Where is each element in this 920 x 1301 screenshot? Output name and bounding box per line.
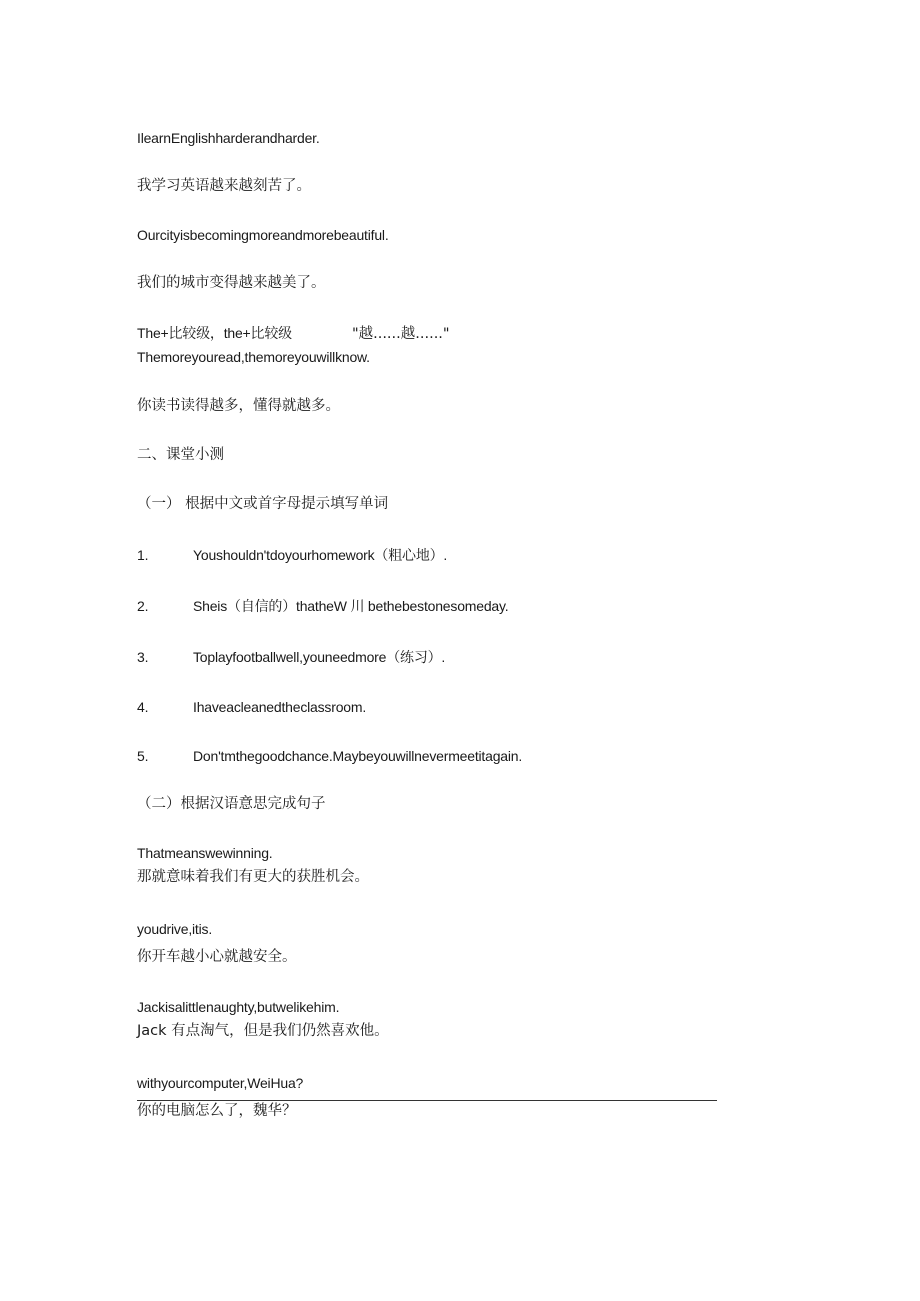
translation-en: Thatmeanswewinning. — [137, 845, 273, 861]
example-sentence-zh-1: 我学习英语越来越刻苦了。 — [137, 178, 311, 194]
translation-en: withyourcomputer,WeiHua? — [137, 1075, 304, 1091]
section-heading: 二、课堂小测 — [137, 447, 224, 463]
example-sentence-zh-2: 我们的城市变得越来越美了。 — [137, 275, 326, 291]
example-sentence-en-3: Themoreyouread,themoreyouwillknow. — [137, 349, 370, 365]
translation-en: Jackisalittlenaughty,butwelikehim. — [137, 999, 340, 1015]
exercise-item: Sheis（自信的）thatheW 川 bethebestonesomeday. — [193, 598, 509, 614]
grammar-rule-pattern: The+比较级，the+比较级 — [137, 325, 292, 341]
translation-zh: 你的电脑怎么了，魏华？ — [137, 1103, 297, 1119]
item-number: 4. — [137, 699, 149, 715]
translation-zh: 你开车越小心就越安全。 — [137, 949, 297, 965]
translation-zh: Jack 有点淘气，但是我们仍然喜欢他。 — [137, 1023, 389, 1039]
translation-en: youdrive,itis. — [137, 921, 213, 937]
item-number: 5. — [137, 748, 149, 764]
example-sentence-en-1: IlearnEnglishharderandharder. — [137, 130, 320, 146]
grammar-rule — [137, 324, 450, 343]
item-number: 2. — [137, 598, 149, 614]
example-sentence-zh-3: 你读书读得越多，懂得就越多。 — [137, 398, 340, 414]
part-one-heading: （一） 根据中文或首字母提示填写单词 — [137, 496, 389, 512]
translation-zh: 那就意味着我们有更大的获胜机会。 — [137, 869, 369, 885]
example-sentence-en-2: Ourcityisbecomingmoreandmorebeautiful. — [137, 227, 389, 243]
item-number: 1. — [137, 547, 149, 563]
exercise-item: Don'tmthegoodchance.Maybeyouwillnevermeetitagain. — [193, 748, 523, 764]
item-number: 3. — [137, 649, 149, 665]
grammar-rule-meaning: "越......越......" — [351, 326, 450, 342]
exercise-item: Toplayfootballwell,youneedmore（练习）. — [193, 649, 446, 665]
part-two-heading: （二）根据汉语意思完成句子 — [137, 796, 326, 812]
exercise-item: Youshouldn'tdoyourhomework（粗心地）. — [193, 547, 448, 563]
exercise-item: Ihaveacleanedtheclassroom. — [193, 699, 367, 715]
horizontal-rule — [137, 1100, 717, 1101]
